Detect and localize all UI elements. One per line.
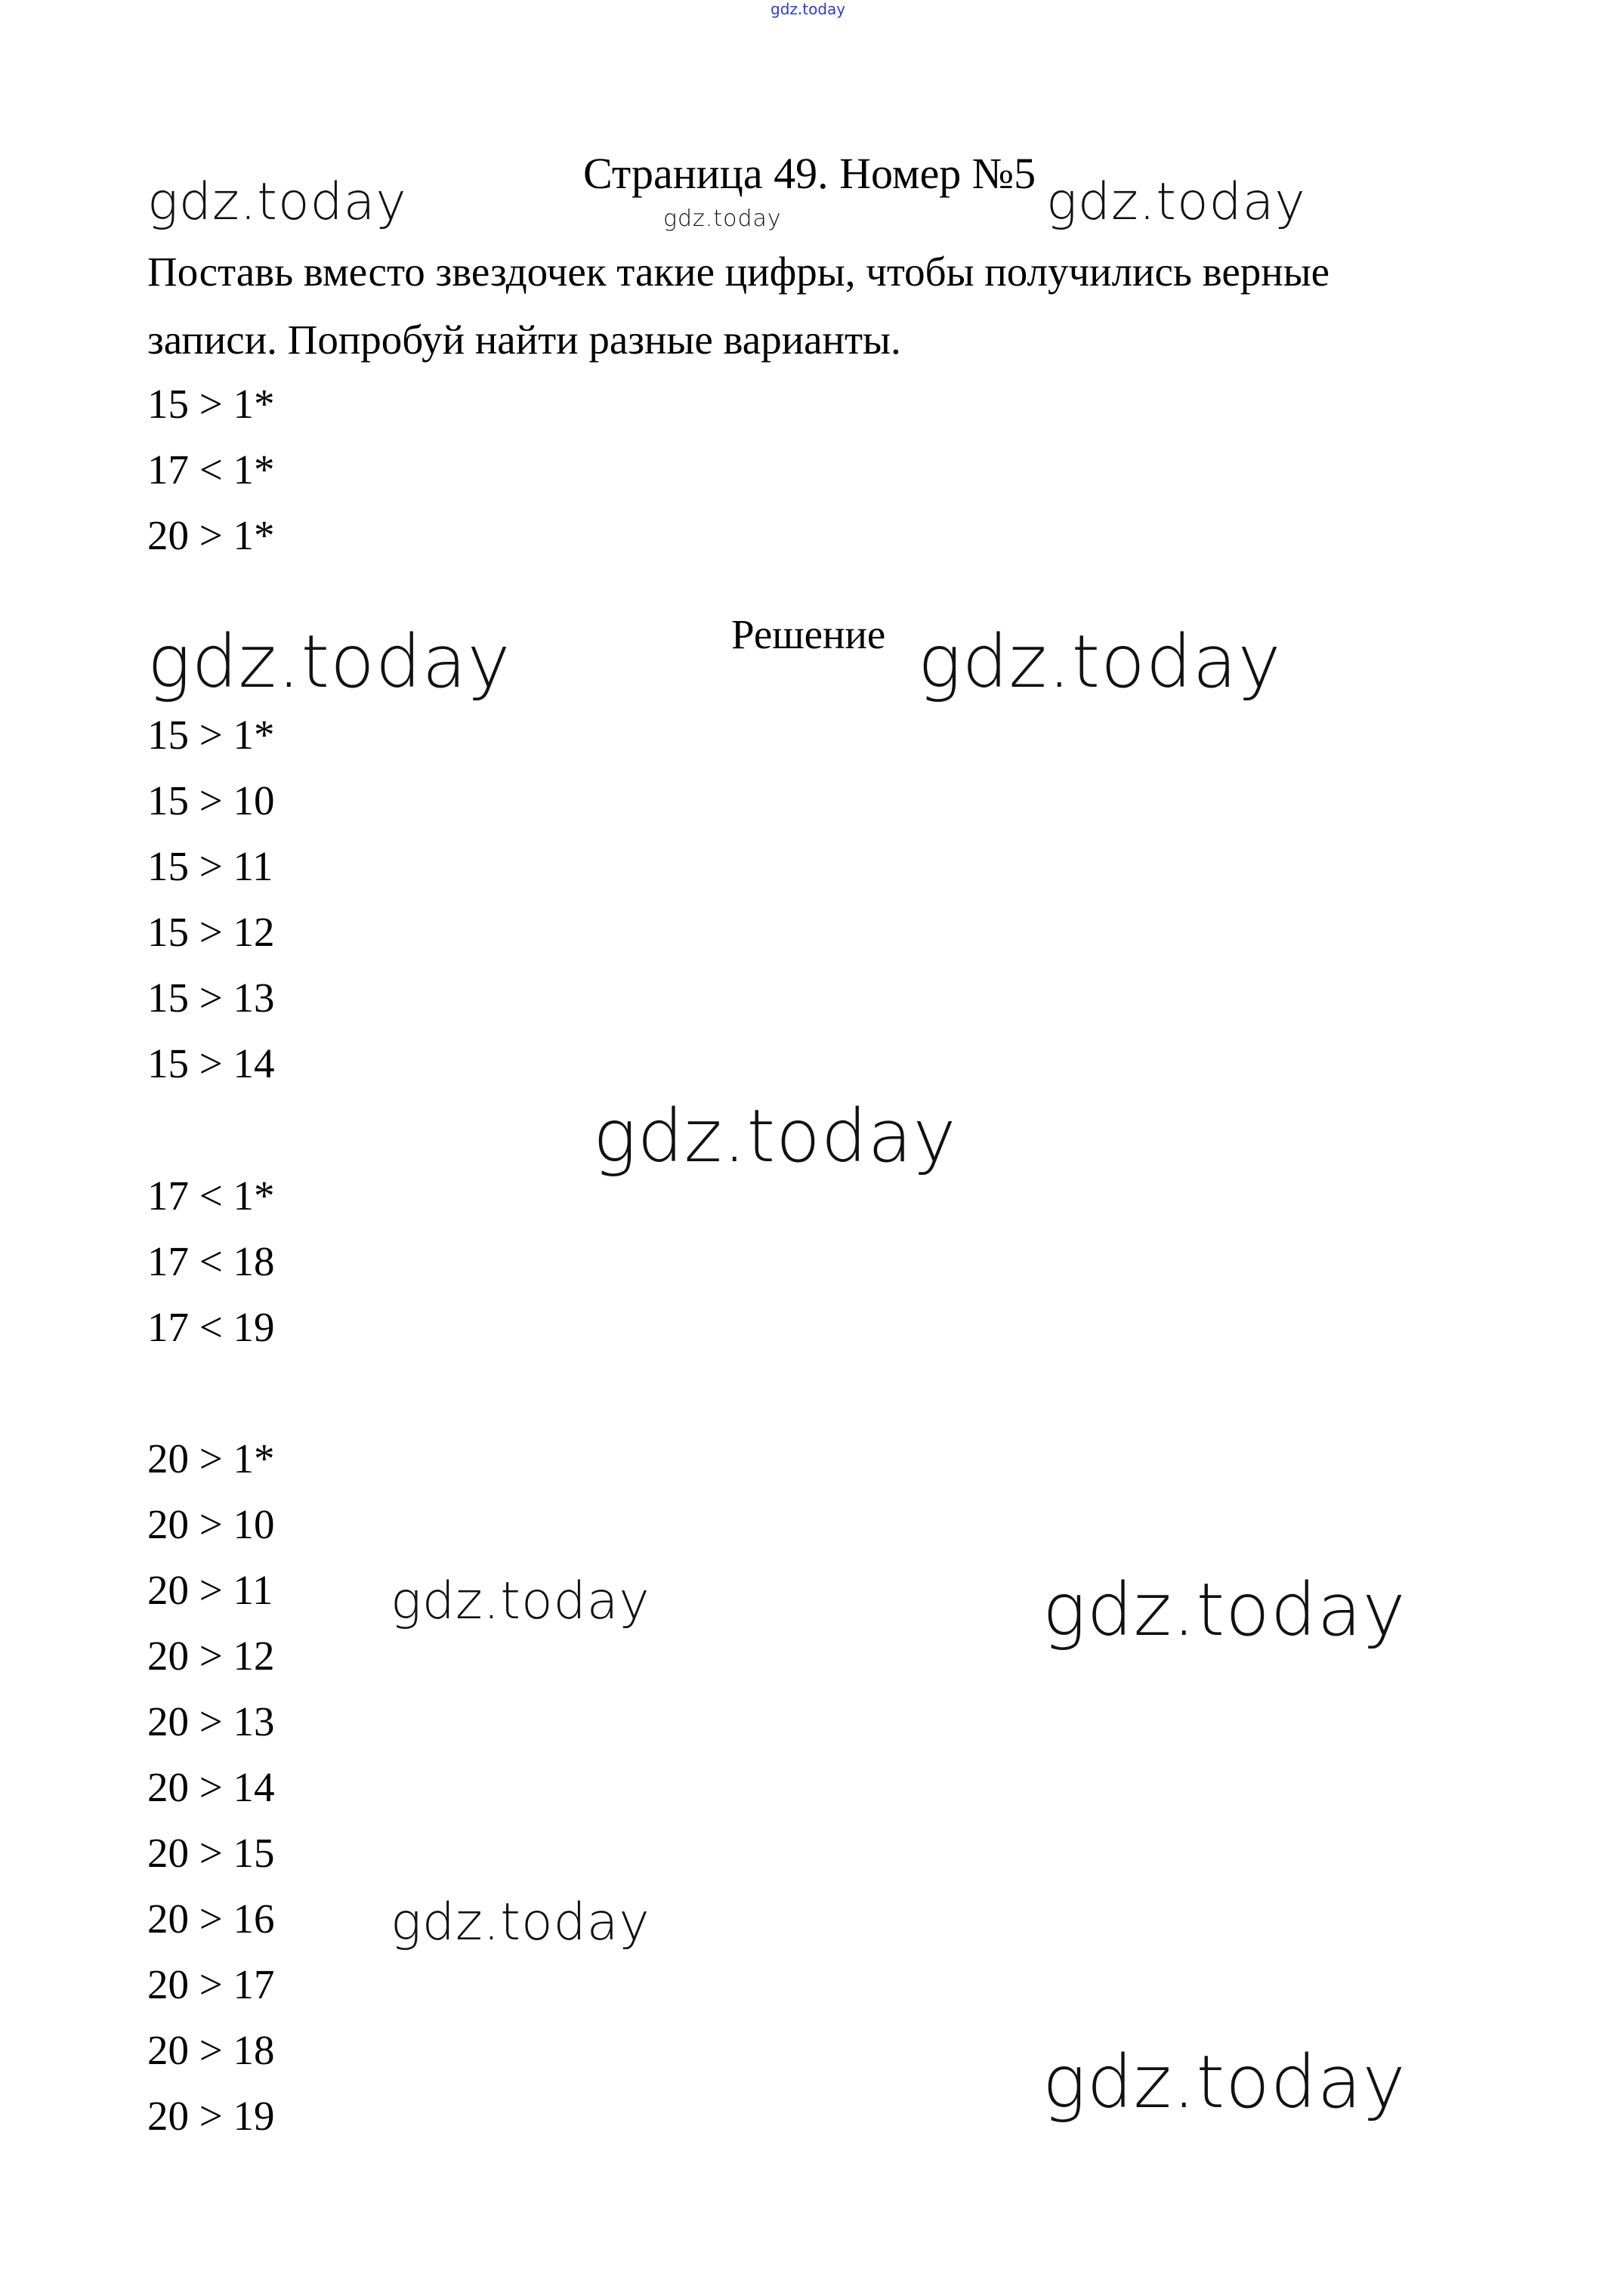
solution-expression: 20 > 16 (147, 1896, 275, 1942)
solution-expression: 15 > 11 (147, 843, 273, 889)
task-text-line-2: записи. Попробуй найти разные варианты. (147, 317, 901, 363)
watermark-4: gdz.today (147, 620, 511, 704)
watermark-2: gdz.today (663, 205, 782, 232)
solution-expression: 15 > 10 (147, 777, 275, 824)
watermark-9: gdz.today (391, 1893, 650, 1952)
watermark-3: gdz.today (1046, 172, 1306, 232)
watermark-7: gdz.today (391, 1571, 650, 1631)
solution-expression: 20 > 12 (147, 1633, 275, 1679)
solution-expression: 17 < 1* (147, 1173, 275, 1219)
solution-expression: 20 > 11 (147, 1567, 273, 1613)
top-watermark: gdz.today (771, 0, 846, 18)
solution-expression: 20 > 19 (147, 2093, 275, 2139)
solution-heading: Решение (731, 611, 886, 657)
solution-expression: 15 > 1* (147, 712, 275, 758)
watermark-6: gdz.today (593, 1094, 957, 1179)
watermark-5: gdz.today (918, 620, 1282, 704)
solution-expression: 20 > 14 (147, 1764, 275, 1810)
solution-expression: 15 > 14 (147, 1040, 275, 1086)
task-expression: 15 > 1* (147, 381, 275, 427)
solution-expression: 20 > 15 (147, 1830, 275, 1876)
watermark-8: gdz.today (1042, 1568, 1407, 1652)
task-expression: 20 > 1* (147, 512, 275, 558)
solution-expression: 17 < 18 (147, 1238, 275, 1284)
task-text-line-1: Поставь вместо звездочек такие цифры, чтобы получились верные (147, 249, 1330, 295)
solution-expression: 15 > 13 (147, 975, 275, 1021)
page-title: Страница 49. Номер №5 (583, 149, 1036, 198)
watermark-1: gdz.today (147, 172, 407, 232)
solution-expression: 20 > 17 (147, 1961, 275, 2007)
task-expression: 17 < 1* (147, 447, 275, 493)
solution-expression: 15 > 12 (147, 909, 275, 955)
solution-expression: 20 > 13 (147, 1698, 275, 1744)
watermark-10: gdz.today (1042, 2040, 1407, 2124)
solution-expression: 20 > 1* (147, 1435, 275, 1482)
solution-expression: 17 < 19 (147, 1304, 275, 1350)
solution-expression: 20 > 10 (147, 1501, 275, 1547)
solution-expression: 20 > 18 (147, 2027, 275, 2073)
